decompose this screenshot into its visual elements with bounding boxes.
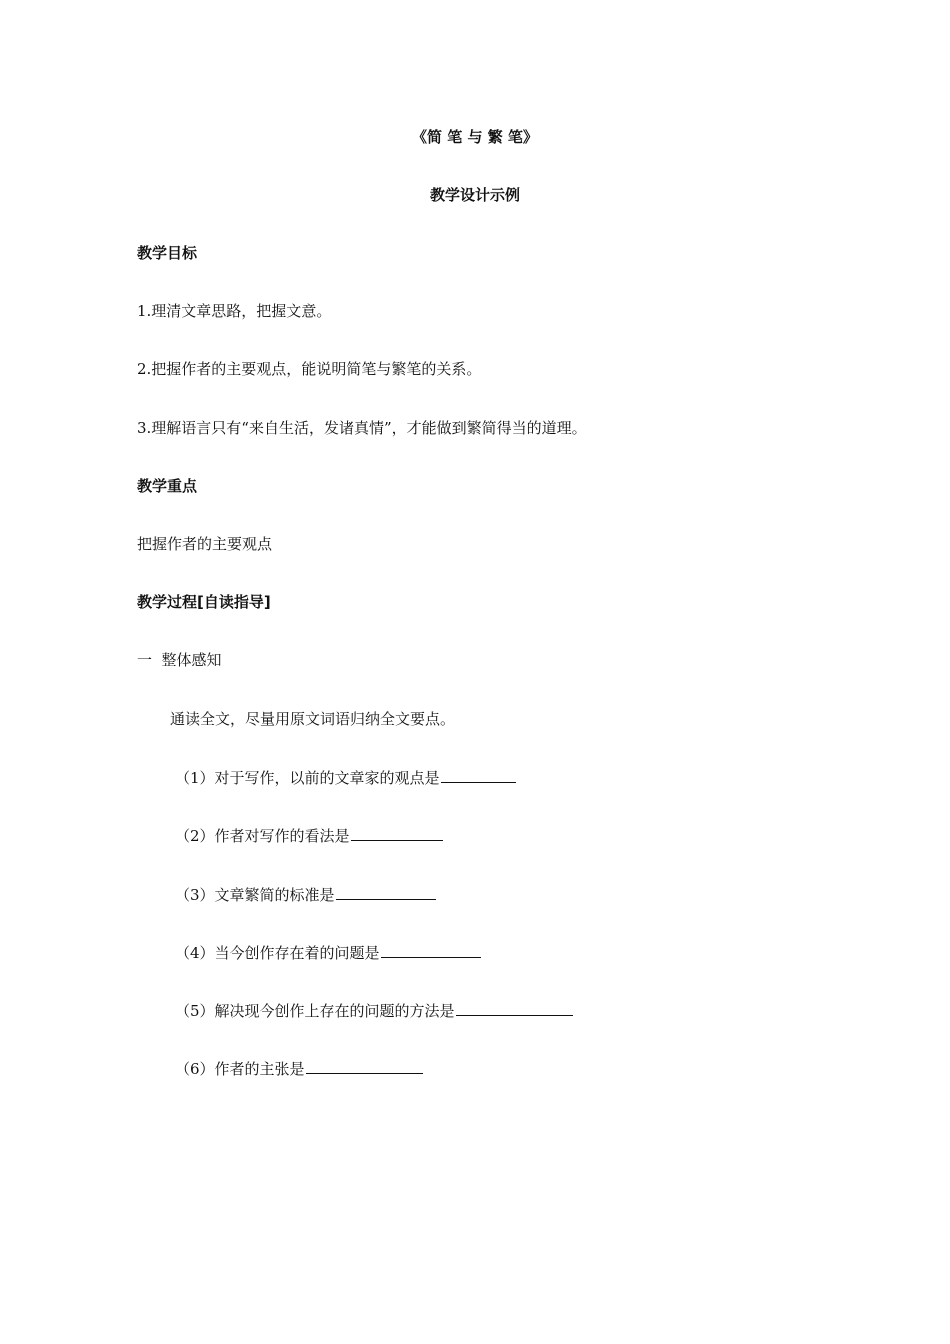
question-text: （3）文章繁简的标准是 [175, 886, 335, 904]
focus-heading: 教学重点 [137, 477, 198, 495]
question-text: （1）对于写作，以前的文章家的观点是 [175, 769, 440, 787]
section-heading: 一 整体感知 [137, 651, 222, 669]
question-item [175, 767, 516, 788]
document-subtitle: 教学设计示例 [429, 186, 520, 204]
question-text: （2）作者对写作的看法是 [175, 827, 350, 845]
answer-blank [351, 825, 443, 841]
answer-blank [381, 942, 481, 958]
question-text: （4）当今创作存在着的问题是 [175, 944, 380, 962]
question-item [175, 1058, 423, 1079]
answer-blank [336, 884, 436, 900]
answer-blank [441, 767, 516, 783]
question-item [175, 1000, 573, 1021]
answer-blank [306, 1058, 423, 1074]
question-item [175, 884, 436, 905]
instruction-text: 通读全文，尽量用原文词语归纳全文要点。 [170, 710, 456, 728]
process-heading: 教学过程[自读指导] [137, 593, 271, 611]
question-text: （5）解决现今创作上存在的问题的方法是 [175, 1002, 455, 1020]
goal-item: 3.理解语言只有“来自生活，发诸真情”，才能做到繁简得当的道理。 [137, 419, 587, 437]
goal-item: 2.把握作者的主要观点，能说明简笔与繁笔的关系。 [137, 360, 482, 378]
goal-item: 1.理清文章思路，把握文意。 [137, 302, 332, 320]
focus-text: 把握作者的主要观点 [137, 535, 273, 553]
question-item [175, 825, 443, 846]
document-title: 《简 笔 与 繁 笔》 [412, 128, 538, 146]
question-item [175, 942, 481, 963]
answer-blank [456, 1000, 573, 1016]
goals-heading: 教学目标 [137, 244, 198, 262]
question-text: （6）作者的主张是 [175, 1060, 305, 1078]
